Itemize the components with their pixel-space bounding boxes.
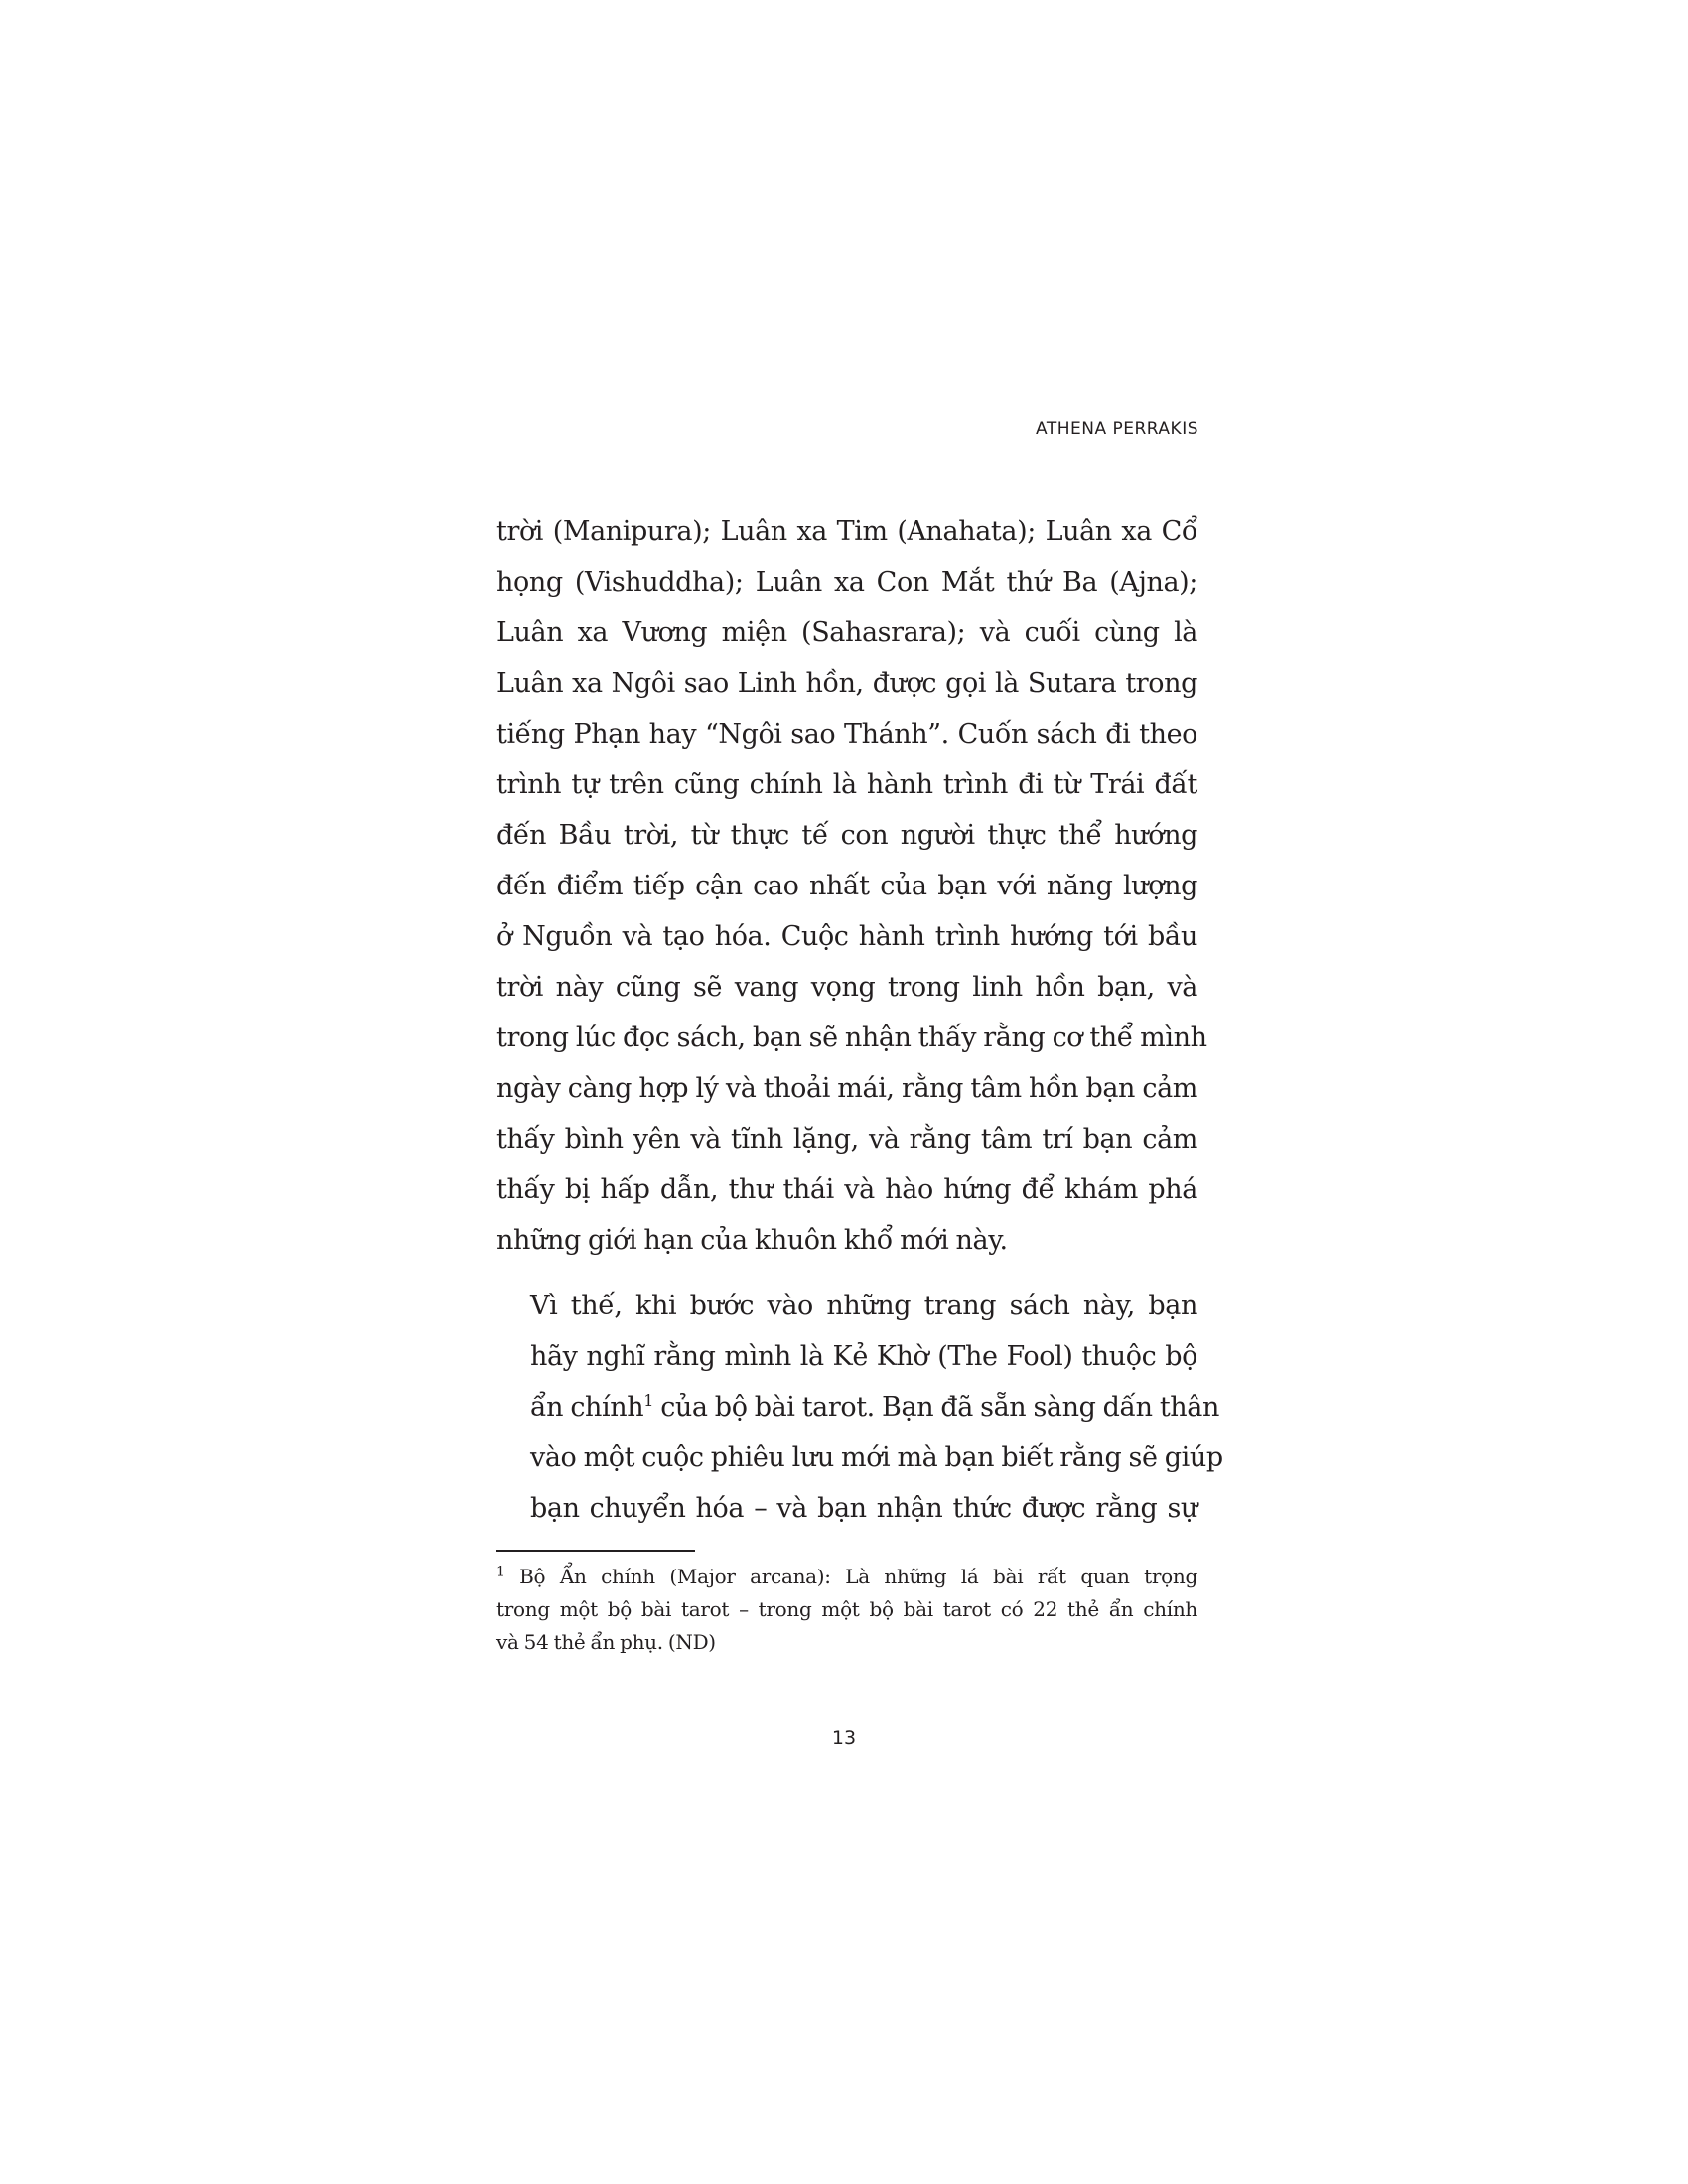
paragraph-line: tiếng Phạn hay “Ngôi sao Thánh”. Cuốn sách đi theo — [496, 719, 1197, 750]
paragraph-line: hãy nghĩ rằng mình là Kẻ Khờ (The Fool) thuộc bộ — [530, 1341, 1197, 1372]
paragraph-line: Luân xa Ngôi sao Linh hồn, được gọi là Sutara trong — [496, 668, 1197, 699]
paragraph-line-with-footnote-ref — [496, 1382, 1219, 1433]
paragraph-line: ngày càng hợp lý và thoải mái, rằng tâm hồn bạn cảm — [496, 1073, 1197, 1104]
paragraph-line: thấy bị hấp dẫn, thư thái và hào hứng để khám phá — [496, 1174, 1197, 1205]
footnote-text-fragment: Bộ Ẩn chính (Major arcana): Là những lá bài rất quan trọng — [504, 1565, 1197, 1588]
running-header-author: ATHENA PERRAKIS — [1036, 419, 1198, 439]
paragraph-line: thấy bình yên và tĩnh lặng, và rằng tâm trí bạn cảm — [496, 1124, 1197, 1155]
paragraph-line: trời (Manipura); Luân xa Tim (Anahata); Luân xa Cổ — [496, 516, 1197, 547]
paragraph-line: trong lúc đọc sách, bạn sẽ nhận thấy rằng cơ thể mình — [496, 1023, 1207, 1053]
footnote-line — [496, 1561, 1197, 1593]
paragraph-line: bạn chuyển hóa – và bạn nhận thức được rằng sự — [530, 1493, 1197, 1524]
paragraph-line: ở Nguồn và tạo hóa. Cuộc hành trình hướng tới bầu — [496, 921, 1197, 952]
paragraph-line: trình tự trên cũng chính là hành trình đi từ Trái đất — [496, 769, 1197, 800]
paragraph-line: Luân xa Vương miện (Sahasrara); và cuối cùng là — [496, 617, 1197, 648]
footnote — [496, 1561, 1197, 1659]
paragraph-text-fragment: của bộ bài tarot. Bạn đã sẵn sàng dấn thân — [653, 1392, 1219, 1423]
footnote-line: trong một bộ bài tarot – trong một bộ bài tarot có 22 thẻ ẩn chính — [496, 1597, 1197, 1621]
paragraph-2 — [496, 1281, 1223, 1534]
paragraph-line: đến Bầu trời, từ thực tế con người thực thể hướng — [496, 820, 1197, 851]
paragraph-line: Vì thế, khi bước vào những trang sách này, bạn — [530, 1291, 1197, 1321]
footnote-number: 1 — [496, 1564, 505, 1580]
paragraph-line: họng (Vishuddha); Luân xa Con Mắt thứ Ba (Ajna); — [496, 567, 1197, 598]
footnote-reference[interactable]: 1 — [643, 1391, 654, 1410]
footnote-line: và 54 thẻ ẩn phụ. (ND) — [496, 1630, 716, 1654]
paragraph-line: trời này cũng sẽ vang vọng trong linh hồn bạn, và — [496, 972, 1197, 1003]
paragraph-line: vào một cuộc phiêu lưu mới mà bạn biết rằng sẽ giúp — [530, 1442, 1223, 1473]
paragraph-line: những giới hạn của khuôn khổ mới này. — [496, 1225, 1008, 1256]
page-number: 13 — [831, 1727, 857, 1749]
footnote-divider — [496, 1550, 695, 1552]
paragraph-text-fragment: ẩn chính — [530, 1392, 644, 1423]
paragraph-1 — [496, 506, 1207, 1266]
paragraph-line: đến điểm tiếp cận cao nhất của bạn với năng lượng — [496, 871, 1197, 901]
